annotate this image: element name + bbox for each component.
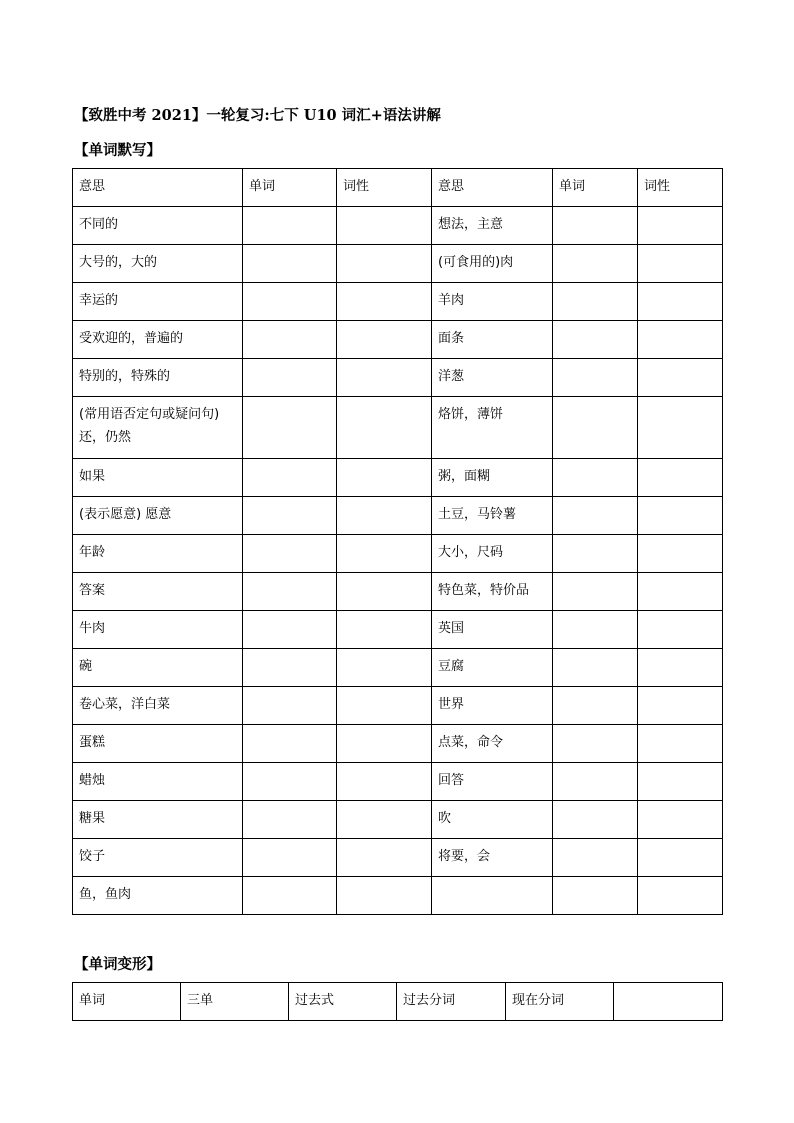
meaning-cell: 牛肉	[73, 611, 243, 649]
column-header: 意思	[73, 169, 243, 207]
table-row	[73, 359, 723, 397]
word-answer-cell[interactable]	[243, 535, 337, 573]
word-answer-cell[interactable]	[553, 245, 638, 283]
part-of-speech-answer-cell[interactable]	[638, 359, 723, 397]
word-answer-cell[interactable]	[553, 801, 638, 839]
meaning-cell: (可食用的)肉	[432, 245, 553, 283]
part-of-speech-answer-cell[interactable]	[337, 725, 432, 763]
meaning-cell: 羊肉	[432, 283, 553, 321]
word-answer-cell[interactable]	[243, 801, 337, 839]
table-row	[73, 283, 723, 321]
column-header: 过去分词	[397, 983, 506, 1021]
word-answer-cell[interactable]	[243, 283, 337, 321]
column-header: 过去式	[289, 983, 397, 1021]
meaning-cell: 洋葱	[432, 359, 553, 397]
word-answer-cell[interactable]	[553, 611, 638, 649]
table-row	[73, 649, 723, 687]
meaning-cell: (常用语否定句或疑问句) 还，仍然	[73, 397, 243, 459]
part-of-speech-answer-cell[interactable]	[638, 801, 723, 839]
part-of-speech-answer-cell[interactable]	[638, 535, 723, 573]
part-of-speech-answer-cell[interactable]	[337, 207, 432, 245]
part-of-speech-answer-cell[interactable]	[638, 763, 723, 801]
table-row	[73, 839, 723, 877]
word-answer-cell[interactable]	[243, 397, 337, 459]
word-answer-cell[interactable]	[243, 649, 337, 687]
meaning-cell: 面条	[432, 321, 553, 359]
part-of-speech-answer-cell[interactable]	[638, 459, 723, 497]
meaning-cell: 土豆，马铃薯	[432, 497, 553, 535]
meaning-cell: 糖果	[73, 801, 243, 839]
meaning-cell: 鱼，鱼肉	[73, 877, 243, 915]
meaning-cell: 将要，会	[432, 839, 553, 877]
word-answer-cell[interactable]	[243, 245, 337, 283]
table-row	[73, 459, 723, 497]
table-row	[73, 245, 723, 283]
part-of-speech-answer-cell[interactable]	[337, 321, 432, 359]
part-of-speech-answer-cell[interactable]	[337, 611, 432, 649]
part-of-speech-answer-cell[interactable]	[337, 649, 432, 687]
table-row	[73, 535, 723, 573]
table-row	[73, 207, 723, 245]
word-answer-cell[interactable]	[243, 763, 337, 801]
column-header: 单词	[553, 169, 638, 207]
word-answer-cell[interactable]	[553, 839, 638, 877]
meaning-cell: (表示愿意) 愿意	[73, 497, 243, 535]
meaning-cell: 烙饼，薄饼	[432, 397, 553, 459]
part-of-speech-answer-cell[interactable]	[337, 687, 432, 725]
meaning-cell: 回答	[432, 763, 553, 801]
word-answer-cell[interactable]	[553, 535, 638, 573]
table-row	[73, 573, 723, 611]
meaning-cell: 世界	[432, 687, 553, 725]
word-answer-cell[interactable]	[243, 611, 337, 649]
meaning-cell: 特色菜，特价品	[432, 573, 553, 611]
column-header: 词性	[638, 169, 723, 207]
meaning-cell: 豆腐	[432, 649, 553, 687]
meaning-cell: 卷心菜，洋白菜	[73, 687, 243, 725]
meaning-cell: 大小，尺码	[432, 535, 553, 573]
part-of-speech-answer-cell[interactable]	[638, 497, 723, 535]
meaning-cell: 想法，主意	[432, 207, 553, 245]
table-row	[73, 725, 723, 763]
part-of-speech-answer-cell[interactable]	[337, 359, 432, 397]
meaning-cell: 饺子	[73, 839, 243, 877]
column-header: 单词	[73, 983, 181, 1021]
vocabulary-dictation-table	[72, 168, 723, 915]
column-header: 三单	[181, 983, 289, 1021]
table-row	[73, 321, 723, 359]
meaning-cell: 粥，面糊	[432, 459, 553, 497]
part-of-speech-answer-cell[interactable]	[337, 801, 432, 839]
table-row	[73, 611, 723, 649]
word-answer-cell[interactable]	[553, 687, 638, 725]
part-of-speech-answer-cell[interactable]	[638, 649, 723, 687]
word-answer-cell[interactable]	[553, 397, 638, 459]
word-answer-cell[interactable]	[243, 359, 337, 397]
part-of-speech-answer-cell[interactable]	[638, 725, 723, 763]
word-answer-cell[interactable]	[553, 283, 638, 321]
table-row	[73, 397, 723, 459]
part-of-speech-answer-cell[interactable]	[638, 283, 723, 321]
word-answer-cell[interactable]	[553, 725, 638, 763]
part-of-speech-answer-cell[interactable]	[337, 397, 432, 459]
part-of-speech-answer-cell[interactable]	[638, 611, 723, 649]
word-answer-cell[interactable]	[553, 359, 638, 397]
part-of-speech-answer-cell[interactable]	[638, 321, 723, 359]
meaning-cell: 碗	[73, 649, 243, 687]
table-row	[73, 763, 723, 801]
meaning-cell: 如果	[73, 459, 243, 497]
word-answer-cell[interactable]	[243, 497, 337, 535]
section-heading-word-forms: 【单词变形】	[74, 956, 161, 973]
word-answer-cell[interactable]	[553, 763, 638, 801]
table-header-row	[73, 983, 723, 1021]
word-answer-cell[interactable]	[243, 573, 337, 611]
meaning-cell: 幸运的	[73, 283, 243, 321]
part-of-speech-answer-cell[interactable]	[337, 245, 432, 283]
word-answer-cell[interactable]	[243, 839, 337, 877]
word-answer-cell[interactable]	[553, 649, 638, 687]
meaning-cell: 答案	[73, 573, 243, 611]
part-of-speech-answer-cell[interactable]	[337, 535, 432, 573]
part-of-speech-answer-cell[interactable]	[337, 763, 432, 801]
part-of-speech-answer-cell[interactable]	[337, 877, 432, 915]
word-answer-cell[interactable]	[243, 321, 337, 359]
part-of-speech-answer-cell[interactable]	[638, 245, 723, 283]
word-answer-cell[interactable]	[553, 573, 638, 611]
table-header-row	[73, 169, 723, 207]
part-of-speech-answer-cell[interactable]	[337, 459, 432, 497]
document-title: 【致胜中考 2021】一轮复习:七下 U10 词汇+语法讲解	[74, 107, 441, 124]
word-answer-cell[interactable]	[553, 877, 638, 915]
meaning-cell: 年龄	[73, 535, 243, 573]
word-answer-cell[interactable]	[553, 207, 638, 245]
part-of-speech-answer-cell[interactable]	[337, 839, 432, 877]
meaning-cell: 英国	[432, 611, 553, 649]
part-of-speech-answer-cell[interactable]	[638, 839, 723, 877]
word-answer-cell[interactable]	[243, 207, 337, 245]
meaning-cell: 特别的，特殊的	[73, 359, 243, 397]
part-of-speech-answer-cell[interactable]	[638, 573, 723, 611]
word-forms-table	[72, 982, 723, 1021]
column-header	[614, 983, 723, 1021]
table-row	[73, 877, 723, 915]
meaning-cell	[432, 877, 553, 915]
meaning-cell: 大号的，大的	[73, 245, 243, 283]
section-heading-dictation: 【单词默写】	[74, 142, 161, 159]
part-of-speech-answer-cell[interactable]	[638, 397, 723, 459]
table-row	[73, 687, 723, 725]
word-answer-cell[interactable]	[553, 497, 638, 535]
column-header: 现在分词	[506, 983, 614, 1021]
meaning-cell: 点菜，命令	[432, 725, 553, 763]
part-of-speech-answer-cell[interactable]	[337, 283, 432, 321]
column-header: 意思	[432, 169, 553, 207]
word-answer-cell[interactable]	[243, 459, 337, 497]
table-row	[73, 497, 723, 535]
table-row	[73, 801, 723, 839]
word-answer-cell[interactable]	[243, 687, 337, 725]
word-answer-cell[interactable]	[553, 459, 638, 497]
part-of-speech-answer-cell[interactable]	[337, 573, 432, 611]
word-answer-cell[interactable]	[243, 725, 337, 763]
meaning-cell: 受欢迎的，普遍的	[73, 321, 243, 359]
meaning-cell: 蛋糕	[73, 725, 243, 763]
word-answer-cell[interactable]	[243, 877, 337, 915]
part-of-speech-answer-cell[interactable]	[337, 497, 432, 535]
part-of-speech-answer-cell[interactable]	[638, 877, 723, 915]
meaning-cell: 吹	[432, 801, 553, 839]
meaning-cell: 蜡烛	[73, 763, 243, 801]
column-header: 词性	[337, 169, 432, 207]
word-answer-cell[interactable]	[553, 321, 638, 359]
column-header: 单词	[243, 169, 337, 207]
part-of-speech-answer-cell[interactable]	[638, 687, 723, 725]
part-of-speech-answer-cell[interactable]	[638, 207, 723, 245]
meaning-cell: 不同的	[73, 207, 243, 245]
